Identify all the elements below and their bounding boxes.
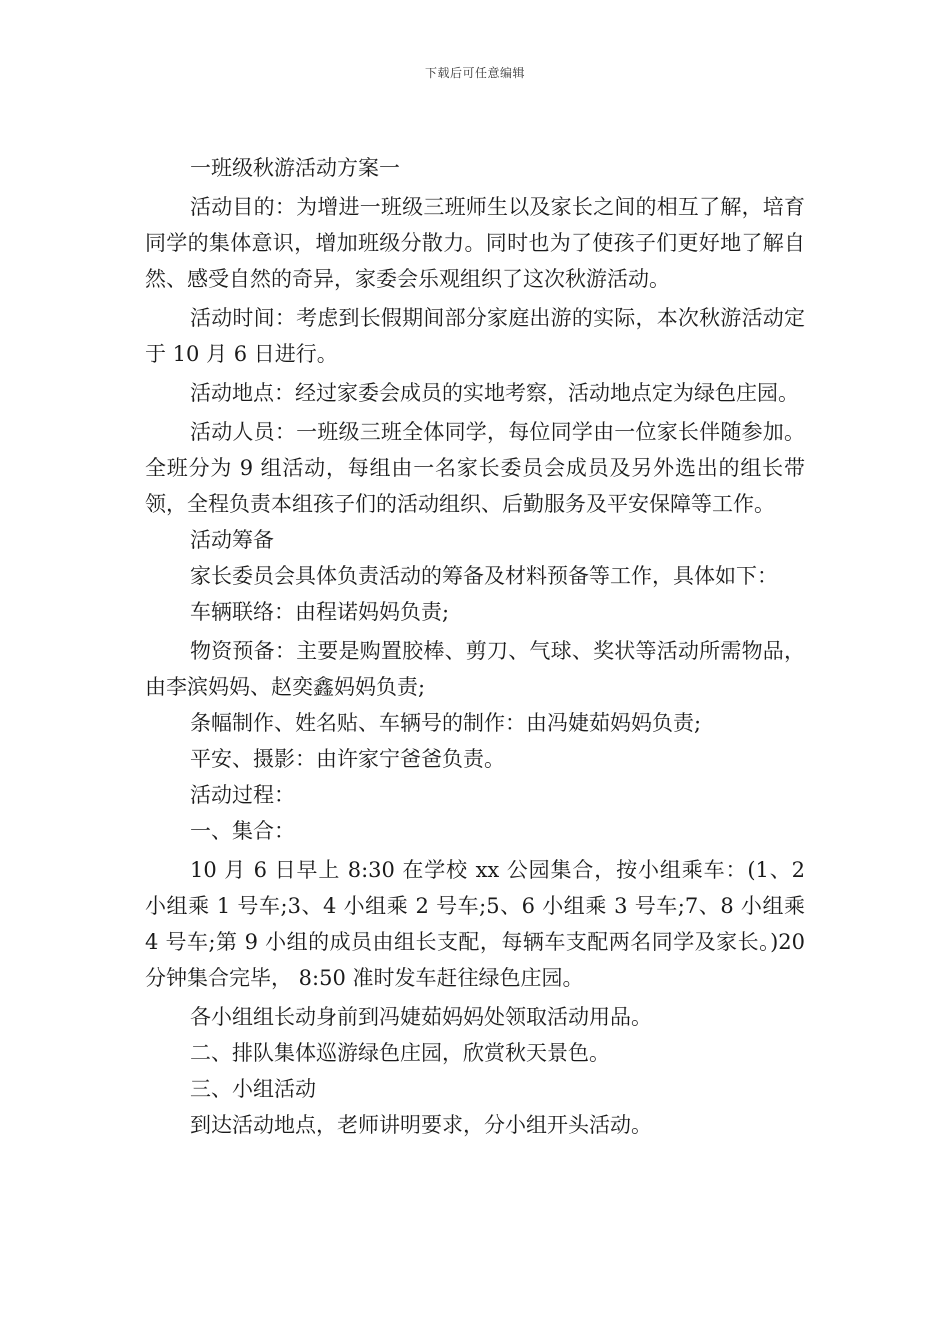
section-heading-preparation: 活动筹备 xyxy=(190,528,274,552)
paragraph-vehicle: 车辆联络：由程诺妈妈负责; xyxy=(190,600,450,624)
paragraph-banners: 条幅制作、姓名贴、车辆号的制作：由冯婕茹妈妈负责; xyxy=(190,711,702,735)
document-title: 一班级秋游活动方案一 xyxy=(190,156,400,180)
step-heading-tour: 二、排队集体巡游绿色庄园，欣赏秋天景色。 xyxy=(190,1041,610,1065)
paragraph-location: 活动地点：经过家委会成员的实地考察，活动地点定为绿色庄园。 xyxy=(190,381,799,405)
paragraph-purpose: 活动目的：为增进一班级三班师生以及家长之间的相互了解，培育同学的集体意识，增加班级分散力。同时也为了使孩子们更好地了解自然、感受自然的奇异，家委会乐观组织了这次秋游活动。 xyxy=(145,195,805,291)
paragraph-group-activity: 到达活动地点，老师讲明要求，分小组开头活动。 xyxy=(190,1113,652,1137)
paragraph-supplies: 物资预备：主要是购置胶棒、剪刀、气球、奖状等活动所需物品，由李滨妈妈、赵奕鑫妈妈负责; xyxy=(145,639,805,699)
step-heading-gather: 一、集合： xyxy=(190,819,295,843)
page-header: 下载后可任意编辑 xyxy=(424,66,525,80)
step-heading-group-activity: 三、小组活动 xyxy=(190,1077,316,1101)
paragraph-safety-photo: 平安、摄影：由许家宁爸爸负责。 xyxy=(190,747,505,771)
paragraph-gather-details: 10 月 6 日早上 8:30 在学校 xx 公园集合，按小组乘车：(1、2 小组乘 1 号车;3、4 小组乘 2 号车;5、6 小组乘 3 号车;7、8 小组乘 4 号车;第 9 小组的成员由组长支配，每辆车支配两名同学及家长。)20 分钟集合完毕， 8:50 准时发车赶往绿色庄园。 xyxy=(145,858,805,990)
document-body xyxy=(145,150,805,1143)
section-heading-process: 活动过程： xyxy=(190,783,295,807)
paragraph-time: 活动时间：考虑到长假期间部分家庭出游的实际，本次秋游活动定于 10 月 6 日进行。 xyxy=(145,306,805,366)
paragraph-collect-supplies: 各小组组长动身前到冯婕茹妈妈处领取活动用品。 xyxy=(190,1005,652,1029)
paragraph-preparation-intro: 家长委员会具体负责活动的筹备及材料预备等工作，具体如下： xyxy=(190,564,778,588)
paragraph-participants: 活动人员：一班级三班全体同学，每位同学由一位家长伴随参加。全班分为 9 组活动，每组由一名家长委员会成员及另外选出的组长带领，全程负责本组孩子们的活动组织、后勤服务及平安保障等工作。 xyxy=(145,420,805,516)
